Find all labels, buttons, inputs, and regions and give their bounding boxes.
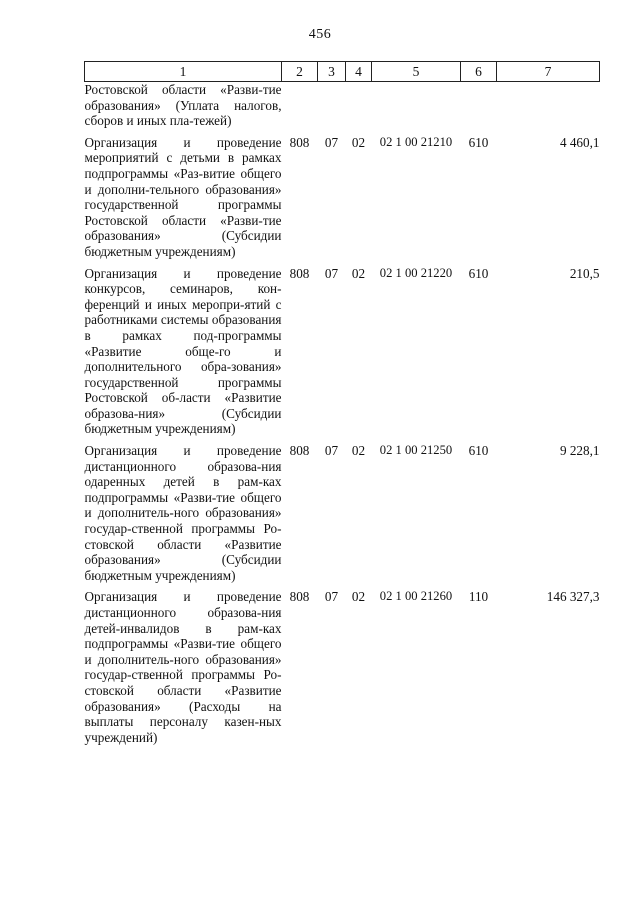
row-description: Организация и проведение мероприятий с детьми в рамках подпрограммы «Раз-витие общего и дополни-тельного образования» государственной программы Ростовской области «Разви-тие образования» (Субсидии бюджетным учреждениям): [84, 134, 282, 259]
row-section-code: 07: [324, 443, 339, 459]
table-header-row: [85, 62, 600, 82]
row-expense-type-code: [461, 82, 497, 135]
row-amount: 146 327,3: [546, 589, 600, 605]
row-ministry-code: 808: [289, 265, 310, 281]
budget-table: [84, 61, 600, 751]
row-ministry-code: 808: [289, 589, 310, 605]
row-amount: 9 228,1: [559, 443, 600, 459]
row-section-code: 07: [324, 134, 339, 150]
page-number: 456: [308, 27, 332, 42]
row-ministry-code: 808: [289, 134, 310, 150]
row-target-code: 02 1 00 21260: [379, 589, 453, 604]
row-ministry-code: [282, 82, 318, 135]
row-subsection-code: 02: [351, 589, 366, 605]
row-target-code: 02 1 00 21220: [379, 265, 453, 280]
row-target-code: 02 1 00 21210: [379, 134, 453, 149]
row-amount: [497, 82, 600, 135]
header-col-5: 5: [372, 62, 461, 82]
row-subsection-code: [346, 82, 372, 135]
header-col-1: 1: [85, 62, 282, 82]
row-amount: 4 460,1: [559, 134, 600, 150]
row-section-code: 07: [324, 265, 339, 281]
row-section-code: 07: [324, 589, 339, 605]
table-row: [85, 135, 600, 266]
row-target-code: 02 1 00 21250: [379, 443, 453, 458]
row-subsection-code: 02: [351, 265, 366, 281]
table-row: [85, 266, 600, 444]
table-row: [85, 82, 600, 135]
header-col-7: 7: [497, 62, 600, 82]
header-col-6: 6: [461, 62, 497, 82]
row-description: Организация и проведение конкурсов, семинаров, кон-ференций и иных меропри-ятий с работниками системы образования в рамках под-программы «Развитие обще-го и дополнительного обра-зования» государственной программы Ростовской об-ласти «Развитие образова-ния» (Субсидии бюджетным учреждениям): [84, 265, 282, 437]
header-col-4: 4: [346, 62, 372, 82]
row-description: Организация и проведение дистанционного образова-ния детей-инвалидов в рам-ках подпрограммы «Разви-тие общего и дополнитель-ного образования» государ-ственной программы Ро-стовской области «Развитие образования» (Расходы на выплаты персоналу казен-ных учреждений): [84, 589, 282, 745]
row-ministry-code: 808: [289, 443, 310, 459]
row-section-code: [318, 82, 346, 135]
row-expense-type-code: 610: [468, 443, 489, 459]
table-row: [85, 589, 600, 751]
row-description: Ростовской области «Разви-тие образования» (Уплата налогов, сборов и иных пла-тежей): [84, 82, 282, 129]
table-row: [85, 443, 600, 589]
row-subsection-code: 02: [351, 443, 366, 459]
row-expense-type-code: 610: [468, 134, 489, 150]
header-col-3: 3: [318, 62, 346, 82]
row-target-code: [372, 82, 461, 135]
header-col-2: 2: [282, 62, 318, 82]
row-amount: 210,5: [569, 265, 600, 281]
row-expense-type-code: 110: [468, 589, 489, 605]
row-subsection-code: 02: [351, 134, 366, 150]
row-expense-type-code: 610: [468, 265, 489, 281]
row-description: Организация и проведение дистанционного образова-ния одаренных детей в рам-ках подпрограммы «Разви-тие общего и дополнитель-ного образования» государ-ственной программы Ро-стовской области «Развитие образования» (Субсидии бюджетным учреждениям): [84, 443, 282, 583]
